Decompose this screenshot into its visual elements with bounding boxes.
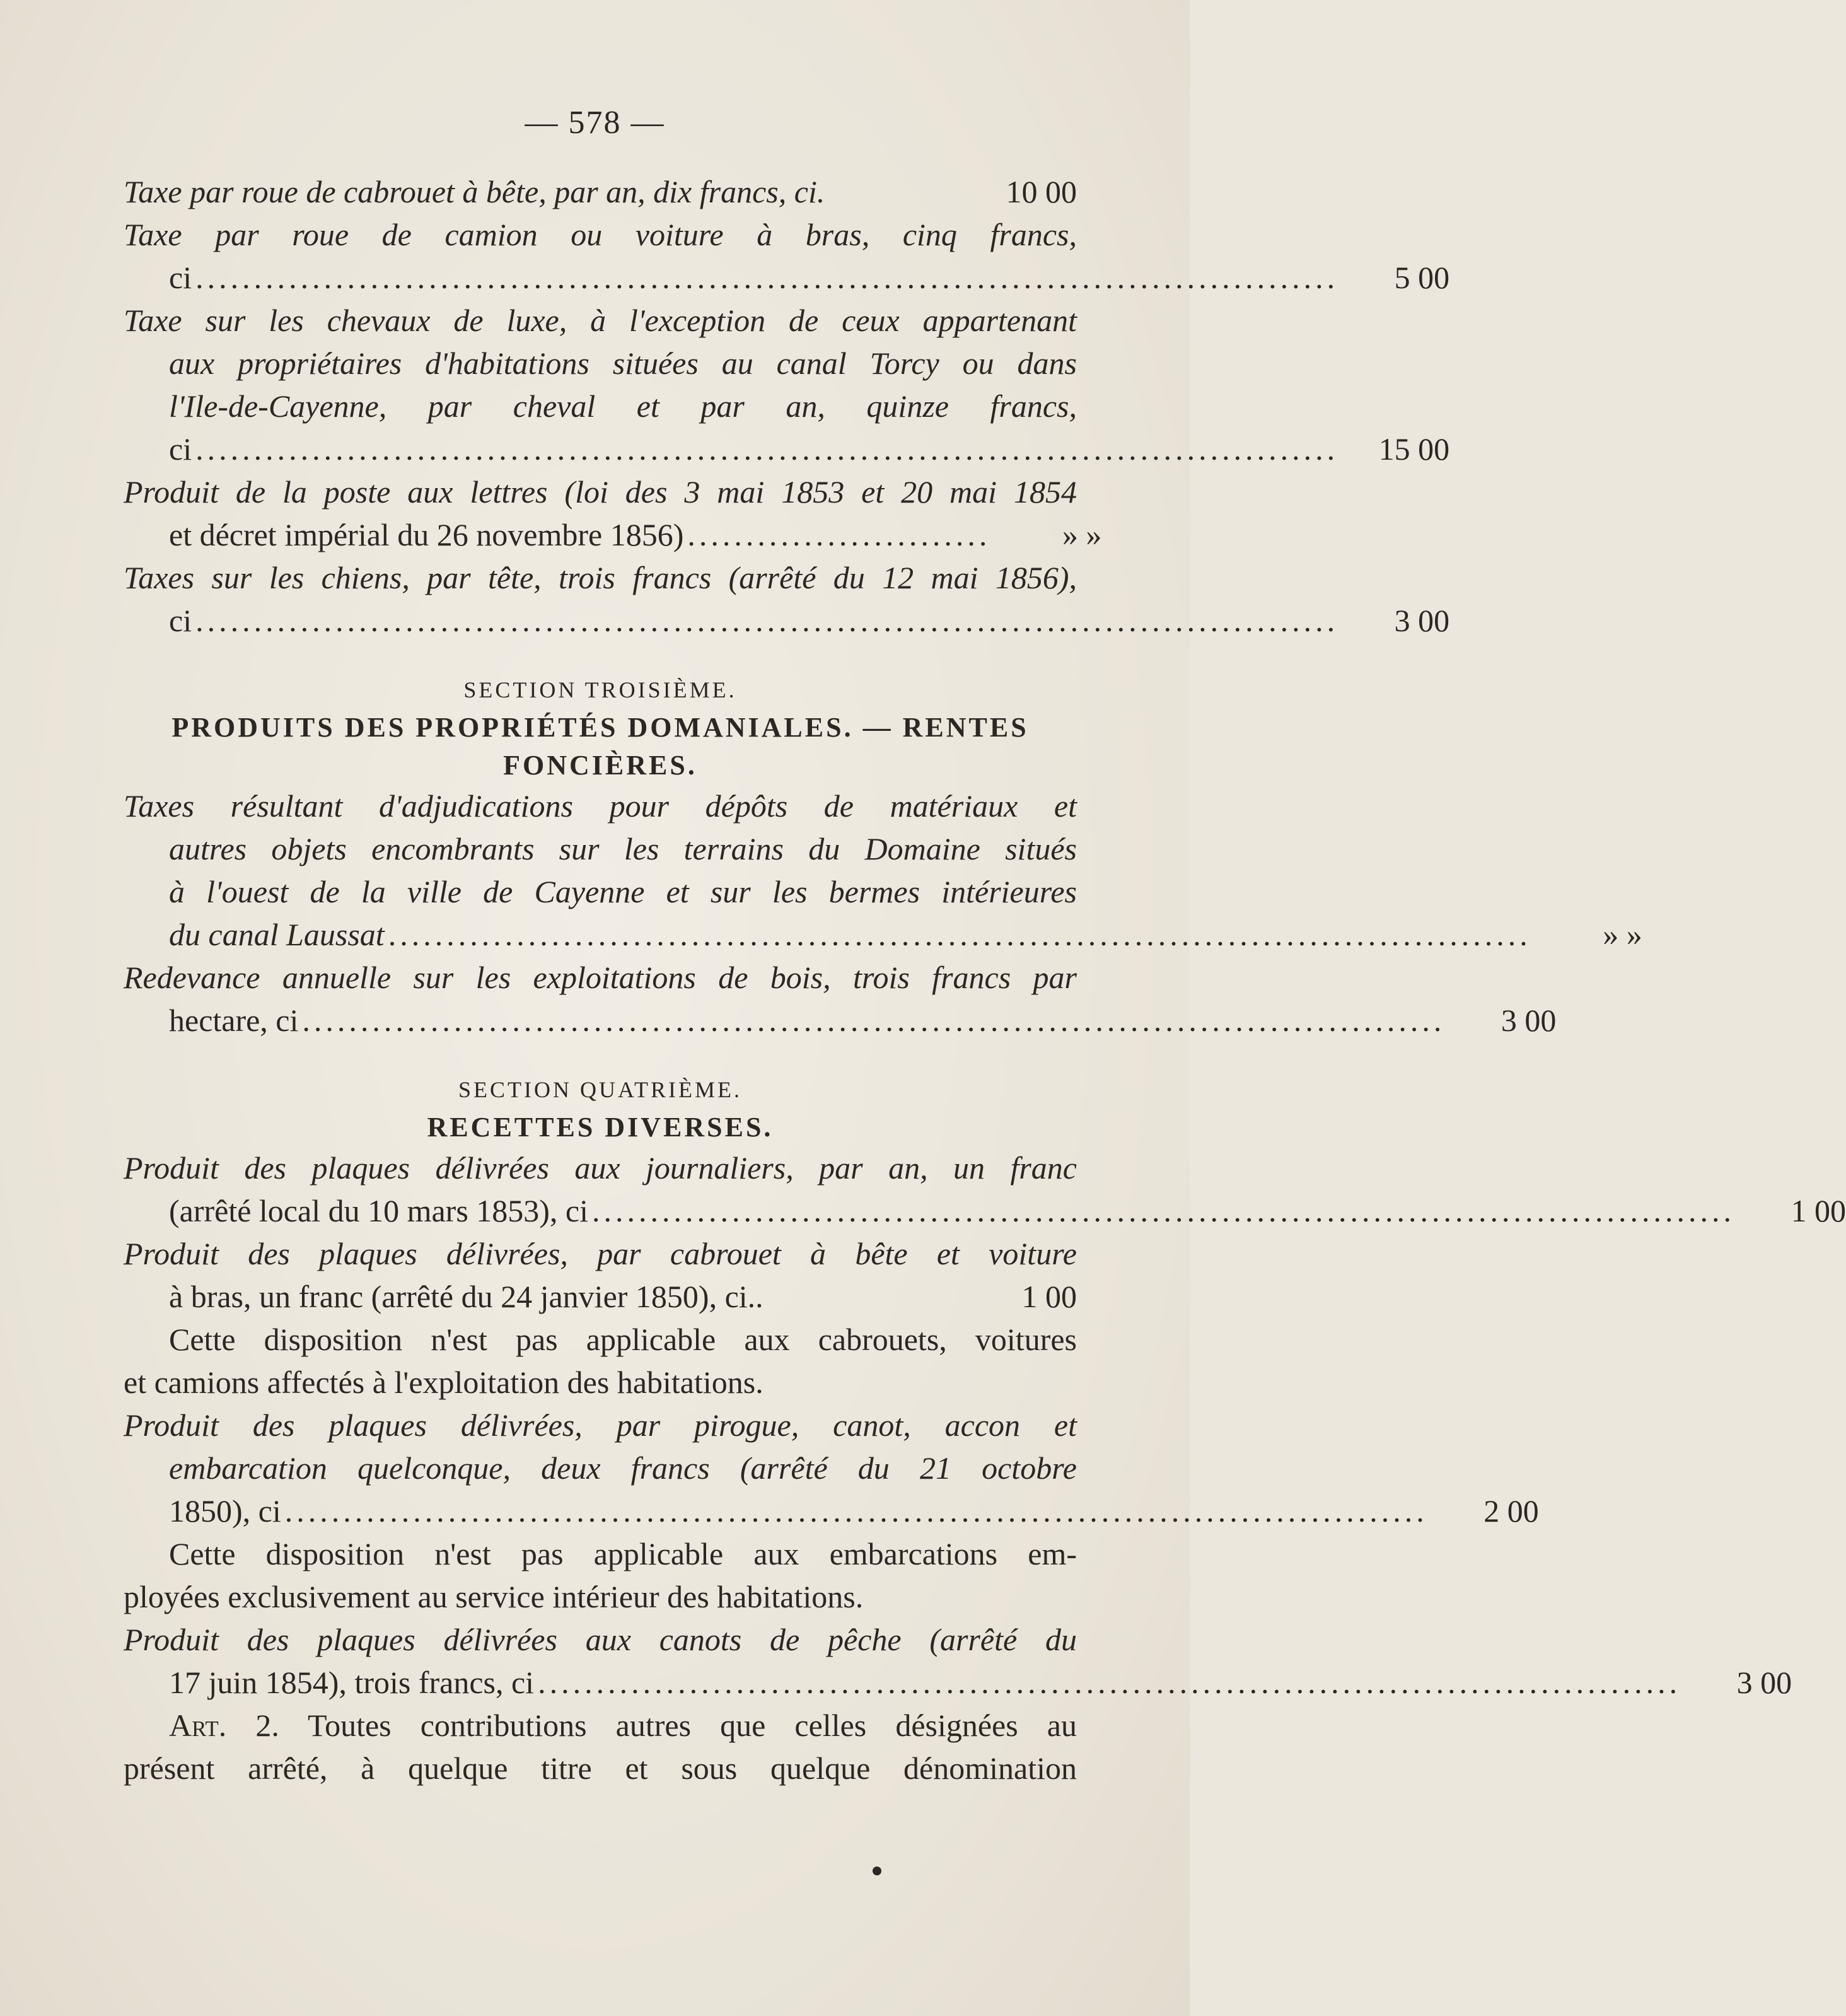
leader-dots: .................................................................................................. [195,260,1339,295]
article-paragraph [124,1704,1077,1790]
page-number: — 578 — [525,105,665,141]
entry-amount: 2 00 [1483,1493,1539,1529]
leader-dots: .................................................................................................. [592,1193,1736,1228]
tax-entry-canots-peche [124,1618,1792,1704]
entry-line: Produit des plaques délivrées, par pirogue, canot, accon et [124,1407,1077,1443]
entry-line: Produit des plaques délivrées, par cabrouet à bête et voiture [124,1236,1077,1271]
leader-dots: .................................................................................................. [195,603,1339,638]
entry-line: Redevance annuelle sur les exploitations de bois, trois francs par [124,960,1077,995]
entry-last-line: du canal Laussat [169,917,385,952]
leader-dots: .................................................................................................. [538,1665,1681,1700]
leader-dots: .................................................................................................. [284,1493,1428,1529]
leader-dots: .................................................................................................. [302,1003,1446,1038]
entry-line: autres objets encombrants sur les terrains du Domaine situés [169,831,1077,866]
entry-amount: » » [1603,917,1642,952]
entry-last-line: et décret impérial du 26 novembre 1856) [169,517,684,552]
entry-line: Taxe par roue de camion ou voiture à bras, cinq francs, [124,217,1077,252]
entry-amount: 10 00 [1006,174,1077,209]
entry-line: embarcation quelconque, deux francs (arrêté du 21 octobre [169,1450,1077,1486]
leader-dots: .......................... [687,517,991,552]
entry-amount: 1 00 [1791,1193,1846,1228]
entry-amount: 15 00 [1378,431,1450,467]
entry-amount: 3 00 [1394,603,1450,638]
article-label: Art. 2. [169,1708,279,1743]
leader-dots: .................................................................................................. [388,917,1531,952]
note-line: et camions affectés à l'exploitation des habitations. [124,1365,763,1400]
note-paragraph [124,1532,1077,1618]
tax-entry-chevaux [124,299,1450,470]
leader-dots: .................................................................................................. [195,431,1339,467]
entry-amount: 3 00 [1736,1665,1792,1700]
entry-last-line: 1850), ci [169,1493,281,1529]
entry-line: aux propriétaires d'habitations situées au canal Torcy ou dans [169,346,1077,381]
tax-entry-adjudications [124,784,1642,956]
tax-entry-camion [124,213,1450,299]
section-label: SECTION QUATRIÈME. [458,1077,742,1102]
section-title: PRODUITS DES PROPRIÉTÉS DOMANIALES. — RENTES [171,712,1029,743]
entry-line: Produit des plaques délivrées aux journaliers, par an, un franc [124,1150,1077,1186]
entry-amount: » » [1062,517,1102,552]
text-column [124,170,1846,1790]
section-title: RECETTES DIVERSES. [427,1112,774,1143]
entry-text: Taxe par roue de cabrouet à bête, par an, dix francs, ci. [124,174,825,209]
entry-last-line: (arrêté local du 10 mars 1853), ci [169,1193,589,1228]
entry-line: Taxes résultant d'adjudications pour dépôts de matériaux et [124,788,1077,824]
tax-entry-cabrouet-plaques [124,1232,1077,1318]
section-title-continued: FONCIÈRES. [503,750,697,781]
entry-last-line: ci [169,603,192,638]
article-line: présent arrêté, à quelque titre et sous quelque dénomination [124,1751,1077,1786]
entry-last-line: à bras, un franc (arrêté du 24 janvier 1850), ci.. [169,1279,763,1314]
bullet-mark [873,1867,881,1875]
tax-entry-chiens [124,556,1450,642]
entry-line: Produit des plaques délivrées aux canots de pêche (arrêté du [124,1622,1077,1657]
entry-line: Produit de la poste aux lettres (loi des 3 mai 1853 et 20 mai 1854 [124,474,1077,510]
tax-entry-poste [124,470,1102,556]
note-line: ployées exclusivement au service intérieur des habitations. [124,1579,864,1614]
tax-entry-redevance [124,956,1557,1042]
entry-line: Taxes sur les chiens, par tête, trois francs (arrêté du 12 mai 1856), [124,560,1077,595]
entry-last-line: ci [169,431,192,467]
article-line [124,1704,1077,1747]
entry-amount: 5 00 [1394,260,1450,295]
section-label: SECTION TROISIÈME. [463,677,737,702]
entry-last-line: 17 juin 1854), trois francs, ci [169,1665,535,1700]
entry-line: Taxe sur les chevaux de luxe, à l'exception de ceux appartenant [124,303,1077,338]
note-line: Cette disposition n'est pas applicable aux cabrouets, voitures [169,1322,1077,1357]
article-text: Toutes contributions autres que celles désignées au [308,1708,1077,1743]
entry-amount: 1 00 [1021,1279,1077,1314]
tax-entry-cabrouet [124,170,1077,213]
note-paragraph [124,1318,1077,1404]
entry-last-line: hectare, ci [169,1003,299,1038]
tax-entry-pirogue [124,1404,1539,1532]
entry-line: l'Ile-de-Cayenne, par cheval et par an, quinze francs, [169,388,1077,424]
entry-amount: 3 00 [1501,1003,1557,1038]
entry-line: à l'ouest de la ville de Cayenne et sur les bermes intérieures [169,874,1077,909]
entry-last-line: ci [169,260,192,295]
tax-entry-journaliers [124,1146,1846,1232]
note-line: Cette disposition n'est pas applicable aux embarcations em- [169,1536,1077,1571]
